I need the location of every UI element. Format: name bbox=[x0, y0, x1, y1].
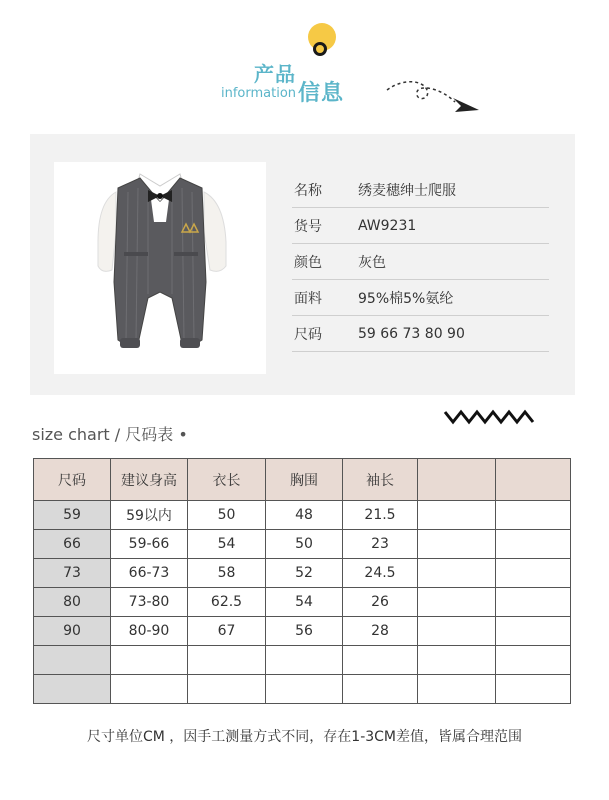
table-cell: 50 bbox=[188, 501, 266, 530]
info-row-name bbox=[292, 172, 549, 208]
table-cell: 66 bbox=[34, 530, 111, 559]
info-row-fabric bbox=[292, 280, 549, 316]
table-cell: 56 bbox=[266, 617, 343, 646]
info-value: 95%棉5%氨纶 bbox=[358, 290, 454, 307]
table-cell: 73-80 bbox=[111, 588, 188, 617]
table-cell: 23 bbox=[343, 530, 418, 559]
page-header bbox=[0, 0, 609, 120]
gentleman-romper-image bbox=[54, 162, 266, 374]
info-row-sku bbox=[292, 208, 549, 244]
table-row bbox=[34, 559, 571, 588]
table-cell: 28 bbox=[343, 617, 418, 646]
product-info-panel bbox=[30, 134, 575, 395]
table-cell: 73 bbox=[34, 559, 111, 588]
table-cell: 58 bbox=[188, 559, 266, 588]
table-cell bbox=[418, 559, 496, 588]
table-cell bbox=[496, 617, 571, 646]
header-cell: 袖长 bbox=[343, 459, 418, 501]
table-cell: 59以内 bbox=[111, 501, 188, 530]
table-cell: 80-90 bbox=[111, 617, 188, 646]
title-cn-info: 信息 bbox=[298, 81, 345, 106]
table-cell bbox=[111, 675, 188, 704]
size-chart-table bbox=[33, 458, 571, 704]
header-cell: 衣长 bbox=[188, 459, 266, 501]
info-label: 货号 bbox=[294, 218, 322, 235]
info-label: 尺码 bbox=[294, 326, 322, 343]
table-cell bbox=[266, 675, 343, 704]
table-cell: 50 bbox=[266, 530, 343, 559]
table-cell: 24.5 bbox=[343, 559, 418, 588]
table-cell: 62.5 bbox=[188, 588, 266, 617]
info-value: 绣麦穗绅士爬服 bbox=[358, 182, 456, 199]
table-cell bbox=[496, 530, 571, 559]
info-value: 灰色 bbox=[358, 254, 386, 271]
table-row bbox=[34, 646, 571, 675]
table-cell: 90 bbox=[34, 617, 111, 646]
table-cell: 54 bbox=[266, 588, 343, 617]
table-cell bbox=[343, 675, 418, 704]
product-attribute-table bbox=[292, 172, 549, 352]
zigzag-decoration-icon bbox=[443, 408, 537, 426]
paper-plane-arrow-icon bbox=[383, 76, 483, 120]
ring-decoration-icon bbox=[313, 42, 327, 56]
info-value: 59 66 73 80 90 bbox=[358, 325, 465, 342]
table-cell: 66-73 bbox=[111, 559, 188, 588]
header-cell: 尺码 bbox=[34, 459, 111, 501]
header-cell: 胸围 bbox=[266, 459, 343, 501]
table-cell: 26 bbox=[343, 588, 418, 617]
table-cell bbox=[418, 501, 496, 530]
size-chart-title: size chart / 尺码表 • bbox=[32, 425, 188, 444]
info-label: 名称 bbox=[294, 182, 322, 199]
table-cell bbox=[496, 588, 571, 617]
table-cell bbox=[418, 617, 496, 646]
info-label: 颜色 bbox=[294, 254, 322, 271]
table-cell bbox=[343, 646, 418, 675]
table-row bbox=[34, 530, 571, 559]
table-cell bbox=[418, 646, 496, 675]
romper-illustration bbox=[54, 162, 266, 374]
info-label: 面料 bbox=[294, 290, 322, 307]
header-cell bbox=[496, 459, 571, 501]
info-row-sizes bbox=[292, 316, 549, 352]
table-cell bbox=[34, 646, 111, 675]
table-cell bbox=[188, 646, 266, 675]
table-row bbox=[34, 675, 571, 704]
title-cn-product: 产品 bbox=[254, 62, 296, 86]
table-cell bbox=[496, 675, 571, 704]
header-cell: 建议身高 bbox=[111, 459, 188, 501]
table-cell: 80 bbox=[34, 588, 111, 617]
table-cell bbox=[418, 530, 496, 559]
table-cell: 21.5 bbox=[343, 501, 418, 530]
table-cell bbox=[111, 646, 188, 675]
table-cell bbox=[418, 675, 496, 704]
header-cell bbox=[418, 459, 496, 501]
info-value: AW9231 bbox=[358, 217, 417, 234]
table-header-row bbox=[34, 459, 571, 501]
table-row bbox=[34, 501, 571, 530]
table-cell bbox=[266, 646, 343, 675]
info-row-color bbox=[292, 244, 549, 280]
table-row bbox=[34, 617, 571, 646]
table-cell bbox=[496, 559, 571, 588]
title-en-information: information bbox=[221, 86, 297, 101]
table-cell: 52 bbox=[266, 559, 343, 588]
table-cell: 59 bbox=[34, 501, 111, 530]
table-row bbox=[34, 588, 571, 617]
table-cell: 67 bbox=[188, 617, 266, 646]
table-cell bbox=[188, 675, 266, 704]
measurement-note: 尺寸单位CM ，因手工测量方式不同，存在1-3CM差值，皆属合理范围 bbox=[86, 729, 523, 745]
table-cell bbox=[496, 501, 571, 530]
table-cell: 54 bbox=[188, 530, 266, 559]
table-cell bbox=[496, 646, 571, 675]
table-cell bbox=[418, 588, 496, 617]
table-cell bbox=[34, 675, 111, 704]
table-cell: 59-66 bbox=[111, 530, 188, 559]
table-cell: 48 bbox=[266, 501, 343, 530]
